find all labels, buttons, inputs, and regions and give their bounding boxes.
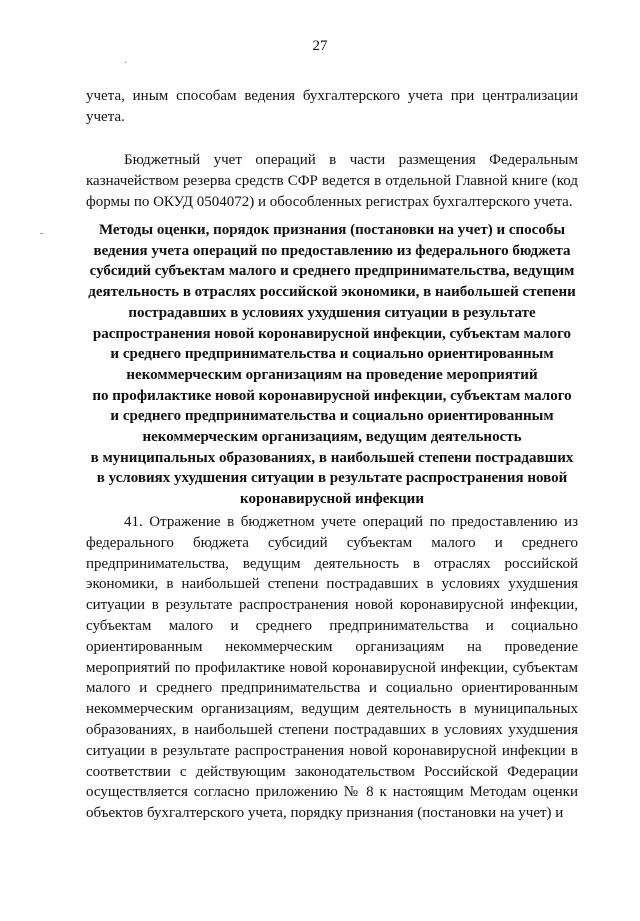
heading-line: и среднего предпринимательства и социально ориентированным	[110, 408, 554, 425]
heading-line: в условиях ухудшения ситуации в результате распространения новой	[96, 470, 568, 487]
paragraph-continuation: учета, иным способам ведения бухгалтерского учета при централизации учета.	[86, 88, 578, 125]
heading-line: распространения новой коронавирусной инфекции, субъектам малого	[92, 325, 572, 342]
heading-line: по профилактике новой коронавирусной инфекции, субъектам малого	[92, 387, 572, 404]
heading-line: ведения учета операций по предоставлению из федерального бюджета	[93, 242, 571, 259]
heading-line: в муниципальных образованиях, в наибольшей степени пострадавших	[90, 449, 574, 466]
heading-line: и среднего предпринимательства и социально ориентированным	[110, 346, 554, 363]
heading-line: некоммерческим организациям, ведущим деятельность	[142, 429, 522, 446]
heading-line: пострадавших в условиях ухудшения ситуации в результате	[128, 304, 536, 321]
heading-line: деятельность в отраслях российской экономики, в наибольшей степени	[88, 284, 576, 301]
heading-line: коронавирусной инфекции	[240, 491, 424, 508]
page-number: 27	[312, 38, 328, 54]
heading-line: некоммерческим организациям на проведение мероприятий	[126, 366, 538, 383]
heading-line: субсидий субъектам малого и среднего предпринимательства, ведущим	[89, 263, 575, 280]
section-heading	[80, 220, 584, 510]
scan-speck: -	[40, 228, 44, 239]
paragraph-41: 41. Отражение в бюджетном учете операций по предоставлению из федерального бюджета субсидий субъектам малого и среднего предпринимательства, ведущим деятельность в отраслях российской экономики, в наибольшей степени пострадавших в условиях ухудшения ситуации в результате распространения новой коронавирусной инфекции, субъектам малого и среднего предпринимательства и социально ориентированным некоммерческим организациям на проведение мероприятий по профилактике новой коронавирусной инфекции, субъектам малого и среднего предпринимательства и социально ориентированным некоммерческим организациям, ведущим деятельность в муниципальных образованиях, в наибольшей степени пострадавших в условиях ухудшения ситуации в результате распространения новой коронавирусной инфекции в соответствии с действующим законодательством Российской Федерации осуществляется согласно приложению № 8 к настоящим Методам оценки объектов бухгалтерского учета, порядку признания (постановки на учет) и	[86, 514, 578, 822]
paragraph-budget-accounting: Бюджетный учет операций в части размещения Федеральным казначейством резерва средств СФР ведется в отдельной Главной книге (код формы по ОКУД 0504072) и обособленных регистрах бухгалтерского учета.	[86, 152, 578, 210]
scan-speck: ·	[124, 58, 128, 69]
heading-line: Методы оценки, порядок признания (постановки на учет) и способы	[98, 222, 566, 238]
